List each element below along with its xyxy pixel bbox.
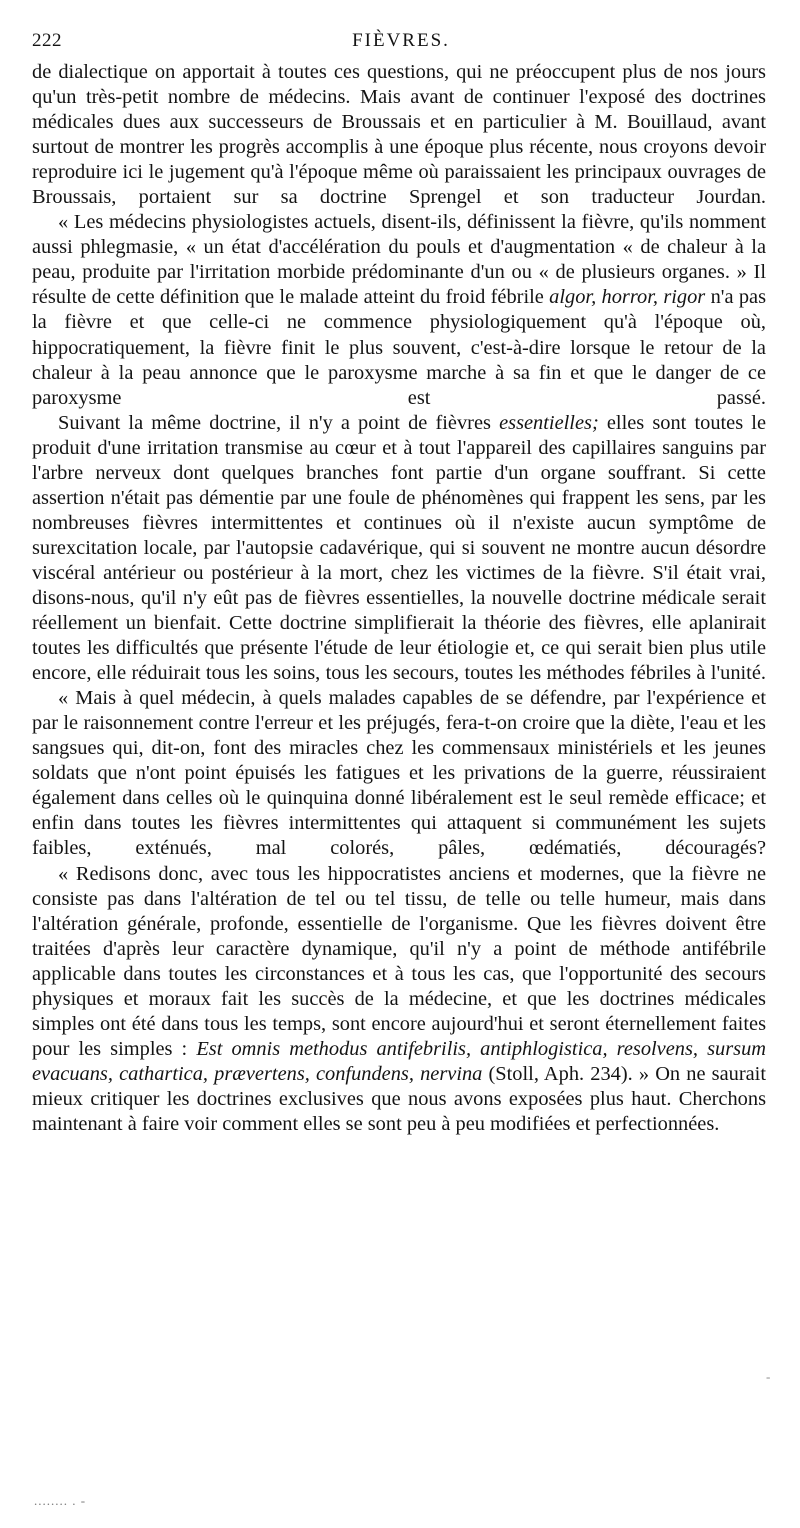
paragraph-1-text: de dialectique on apportait à toutes ces questions, qui ne préoccupent plus de nos jours qu'un très-petit nombre de médecins. Mais avant de continuer l'exposé des doctrines médicales dues aux successeurs de Broussais et en particulier à M. Bouillaud, avant surtout de montrer les progrès accomplis à une époque plus récente, nous croyons devoir reproduire ici le jugement qu'à l'époque même où paraissaient les principaux ouvrages de Broussais, portaient sur sa doctrine Sprengel et son traducteur Jourdan. [32, 61, 766, 209]
paragraph-2-latin-terms: algor, horror, rigor [549, 286, 706, 309]
paragraph-5 [32, 862, 766, 1138]
footer-mark: ........ . - [34, 1493, 87, 1508]
paragraph-5-latin-quote: Est omnis methodus antifebrilis, antiphlogistica, resolvens, sursum evacuans, cathartica, prævertens, confundens, nervina [32, 1037, 767, 1085]
paragraph-2-text-b: n'a pas la fièvre et que celle-ci ne commence physiologiquement qu'à l'époque où, hippocratiquement, la fièvre finit le plus souvent, c'est-à-dire lorsque le retour de la chaleur à la peau annonce que le paroxysme marche à sa fin et que le danger de ce paroxysme est passé. [32, 286, 767, 409]
paragraph-5-text-b: (Stoll, Aph. 234). » On ne saurait mieux critiquer les doctrines exclusives que nous avons exposées plus haut. Cherchons maintenant à faire voir comment elles se sont peu à peu modifiées et perfectionnées. [32, 1062, 766, 1135]
paragraph-3-text-b: elles sont toutes le produit d'une irritation transmise au cœur et à tout l'appareil des capillaires sanguins par l'arbre nerveux dont quelques branches font partie d'un organe souffrant. Si cette assertion n'était pas démentie par une foule de phénomènes qui frappent les sens, par les nombreuses fièvres intermittentes et continues où il n'existe aucun symptôme de surexcitation locale, par l'autopsie cadavérique, qui si souvent ne montre aucun désordre viscéral antérieur ou postérieur à la mort, chez les victimes de la fièvre. S'il était vrai, disons-nous, qu'il n'y eût pas de fièvres essentielles, la nouvelle doctrine médicale serait réellement un bienfait. Cette doctrine simplifierait la théorie des fièvres, elle aplanirait toutes les difficultés que présente l'étude de leur étiologie et, ce qui serait bien plus utile encore, elle réduirait tous les soins, tous les secours, toutes les méthodes fébriles à l'unité. [32, 411, 767, 685]
paragraph-3-text-a: Suivant la même doctrine, il n'y a point de fièvres [58, 411, 500, 434]
paragraph-4 [32, 686, 766, 861]
running-title: FIÈVRES. [352, 30, 450, 51]
paragraph-1 [32, 60, 766, 210]
page-header [32, 30, 770, 58]
margin-mark: - [766, 1369, 771, 1384]
paragraph-3-emphasis: essentielles; [499, 411, 599, 434]
paragraph-3 [32, 411, 766, 687]
paragraph-5-text-a: « Redisons donc, avec tous les hippocratistes anciens et modernes, que la fièvre ne consiste pas dans l'altération de tel ou tel tissu, de telle ou telle humeur, mais dans l'altération générale, profonde, essentielle de l'organisme. Que les fièvres doivent être traitées d'après leur caractère dynamique, qu'il n'y a point de méthode antifébrile applicable dans toutes les circonstances et à tous les cas, que l'opportunité des secours physiques et moraux fait les succès de la médecine, et que les doctrines médicales simples ont été dans tous les temps, sont encore aujourd'hui et seront éternellement faites pour les simples : [32, 862, 766, 1060]
paragraph-2 [32, 210, 766, 410]
paragraph-4-text: « Mais à quel médecin, à quels malades capables de se défendre, par l'expérience et par le raisonnement contre l'erreur et les préjugés, fera-t-on croire que la diète, l'eau et les sangsues qui, dit-on, font des miracles chez les commensaux ministériels et les jeunes soldats que n'ont point épuisés les fatigues et les privations de la guerre, réussiraient également dans celles où le quinquina donné libéralement est le seul remède efficace; et enfin dans toutes les fièvres intermittentes qui attaquent si communément les sujets faibles, exténués, mal colorés, pâles, œdématiés, découragés? [32, 687, 766, 860]
paragraph-2-text-a: « Les médecins physiologistes actuels, disent-ils, définissent la fièvre, qu'ils nomment aussi phlegmasie, « un état d'accélération du pouls et d'augmentation « de chaleur à la peau, produite par l'irritation morbide prédominante d'un ou « de plusieurs organes. » Il résulte de cette définition que le malade atteint du froid fébrile [32, 211, 766, 309]
page-number: 222 [32, 30, 62, 51]
body-text [32, 60, 766, 1137]
